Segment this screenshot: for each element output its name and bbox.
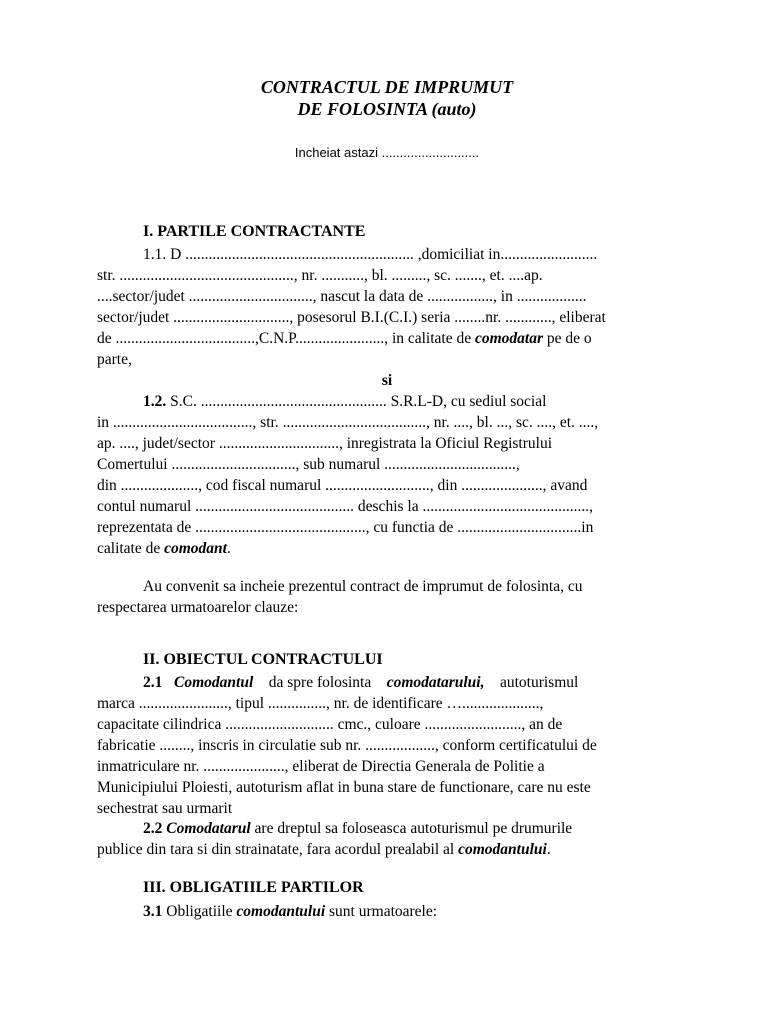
p11-line-2: str. ............................................., nr. ..........., bl. ........., sc. ......., et. ....ap. — [97, 267, 543, 284]
term-comodant: comodant — [164, 540, 227, 557]
document-title — [97, 76, 677, 120]
p12-line-4: Comertului ................................, sub numarul .................................., — [97, 456, 520, 473]
c22-line-2: publice din tara si din strainatate, fara acordul prealabil al comodantului. — [97, 841, 551, 858]
clause-2-1 — [97, 672, 677, 819]
c21-line-4: fabricatie ........, inscris in circulatie sub nr. .................., conform certificatului de — [97, 737, 597, 754]
clause-3-1 — [97, 901, 677, 922]
c21-line-1: 2.1 Comodantul da spre folosinta comodatarului, autoturismul — [143, 674, 579, 691]
p12-line-3: ap. ...., judet/sector ..............................., inregistrata la Oficiul Registrului — [97, 435, 553, 452]
title-line-2: DE FOLOSINTA (auto) — [297, 99, 477, 119]
c21-line-2: marca ......................., tipul ..............., nr. de identificare …...................., — [97, 695, 544, 712]
paragraph-1-2 — [97, 391, 677, 559]
p12-line-1: 1.2. S.C. ................................................ S.R.L-D, cu sediul social — [143, 393, 547, 410]
paragraph-1-1 — [97, 244, 677, 370]
paragraph-agreement — [97, 576, 677, 618]
clause-2-2 — [97, 818, 677, 860]
section-1-heading: I. PARTILE CONTRACTANTE — [143, 223, 366, 240]
intro-line: Incheiat astazi ........................... — [294, 145, 480, 160]
title-line-1: CONTRACTUL DE IMPRUMUT — [260, 77, 514, 97]
p11-line-5: de ....................................,C.N.P......................., in calitate de comodatar pe de o — [97, 330, 592, 347]
section-3-heading: III. OBLIGATIILE PARTILOR — [143, 879, 364, 896]
c22-line-1: 2.2 Comodatarul are dreptul sa foloseasca autoturismul pe drumurile — [143, 820, 573, 837]
p11-line-6: parte, — [97, 351, 132, 368]
p11-line-1: 1.1. D ........................................................... ,domiciliat in......................... — [143, 246, 598, 263]
section-2-heading: II. OBIECTUL CONTRACTULUI — [143, 651, 383, 668]
conjunction-si: si — [381, 372, 393, 389]
p12-line-7: reprezentata de ............................................, cu functia de ................................in — [97, 519, 594, 536]
c21-line-3: capacitate cilindrica ............................ cmc., culoare ........................., an de — [97, 716, 563, 733]
p12-line-8: calitate de comodant. — [97, 540, 231, 557]
p11-line-3: ....sector/judet ................................, nascut la data de ................., in .................. — [97, 288, 587, 305]
agreement-line-1: Au convenit sa incheie prezentul contract de imprumut de folosinta, cu — [143, 578, 583, 595]
p12-line-5: din ...................., cod fiscal numarul ..........................., din ....................., avand — [97, 477, 588, 494]
agreement-line-2: respectarea urmatoarelor clauze: — [97, 599, 299, 616]
p11-line-4: sector/judet .............................., posesorul B.I.(C.I.) seria ........nr. ............, eliberat — [97, 309, 606, 326]
c21-line-5: inmatriculare nr. ....................., eliberat de Directia Generala de Politie a — [97, 758, 545, 775]
term-comodatar: comodatar — [475, 330, 544, 347]
p12-line-2: in ...................................., str. ....................................., nr. ...., bl. ..., sc. ...., et. ...., — [97, 414, 599, 431]
p12-line-6: contul numarul ......................................... deschis la ..........................................., — [97, 498, 593, 515]
c21-line-7: sechestrat sau urmarit — [97, 800, 233, 817]
clause-1-2-number: 1.2. — [143, 393, 167, 410]
c31-line-1: 3.1 Obligatiile comodantului sunt urmatoarele: — [143, 903, 438, 920]
c21-line-6: Municipiului Ploiesti, autoturism aflat in buna stare de functionare, care nu este — [97, 779, 591, 796]
